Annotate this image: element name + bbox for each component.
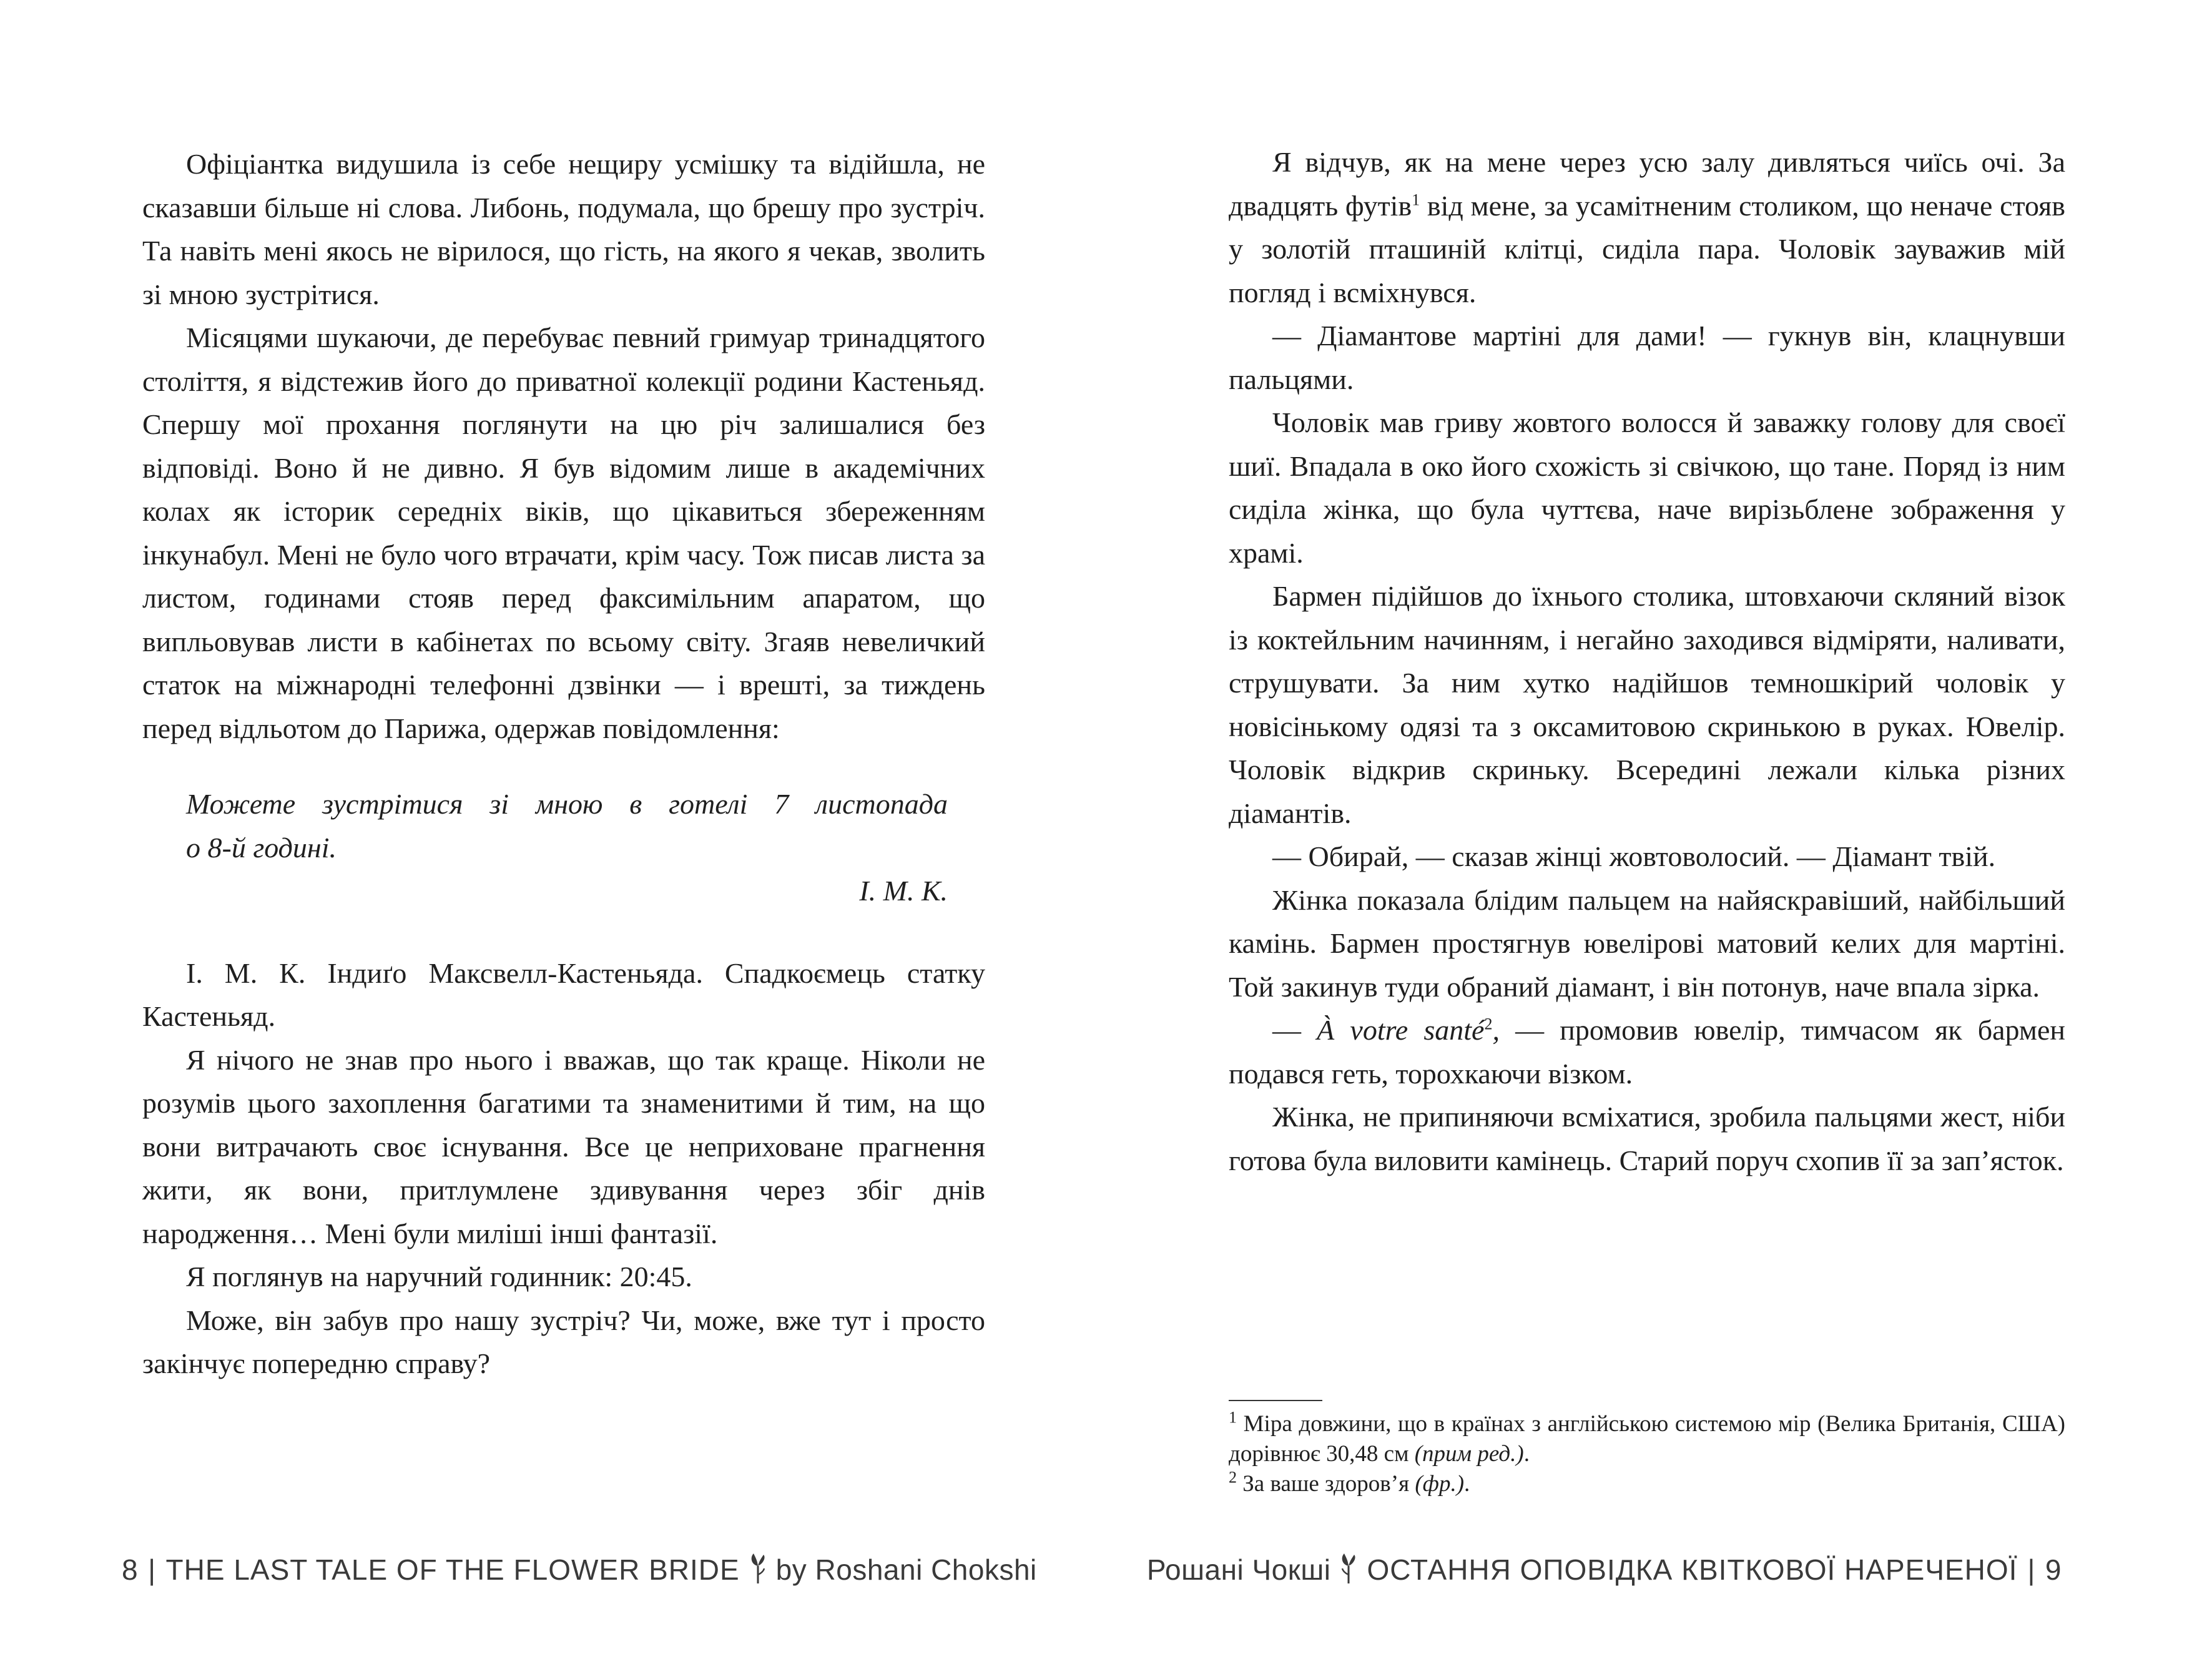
paragraph: — À votre santé$^2$, — промовив ювелір, тимчасом як бармен подався геть, торохкаючи візком.	[1229, 1014, 2065, 1090]
footnote: $^1$ Міра довжини, що в країнах з англійською системою мір (Велика Британія, США) дорівнює 30,48 см (прим ред.).	[1229, 1408, 2065, 1467]
paragraph: Я нічого не знав про нього і вважав, що так краще. Ніколи не розумів цього захоплення багатими та знаменитими й тим, на що вони витрачають своє існування. Все це неприховане прагнення жити, як вони, притлумлене здивування через збіг днів народження… Мені були миліші інші фантазії.	[142, 1043, 985, 1249]
author-name: by Roshani Chokshi	[775, 1553, 1037, 1586]
book-title: ОСТАННЯ ОПОВІДКА КВІТКОВОЇ НАРЕЧЕНОЇ	[1367, 1553, 2018, 1586]
flower-icon	[749, 1552, 767, 1592]
paragraph: Місяцями шукаючи, де перебуває певний гримуар тринадцятого століття, я відстежив його до приватної колекції родини Кастеньяд. Спершу мої прохання поглянути на цю річ залишалися без відповіді. Воно й не дивно. Я був відомим лише в академічних колах як історик середніх віків, що цікавиться збереженням інкунабул. Мені не було чого втрачати, крім часу. Тож писав листа за листом, годинами стояв перед факсимільним апаратом, що випльовував листи в кабінетах по всьому світу. Згаяв невеличкий статок на міжнародні телефонні дзвінки — і врешті, за тиждень перед відльотом до Парижа, одержав повідомлення:	[142, 322, 985, 744]
paragraph: Офіціантка видушила із себе нещиру усмішку та відійшла, не сказавши більше ні слова. Либонь, подумала, що брешу про зустріч. Та навіть мені якось не вірилося, що гість, на якого я чекав, зволить зі мною зустрітися.	[142, 148, 985, 310]
book-title: THE LAST TALE OF THE FLOWER BRIDE	[165, 1553, 740, 1586]
footnote-ref[interactable]: 2	[1484, 1015, 1493, 1033]
paragraph: Чоловік мав гриву жовтого волосся й заважку голову для своєї шиї. Впадала в око його схожість зі свічкою, що тане. Поряд із ним сиділа жінка, що була чуттєва, наче вирізьблене зображення у храмі.	[1229, 406, 2065, 569]
quote-line: Можете зустрітися зі мною в готелі 7 листопада	[186, 788, 948, 820]
footnotes	[1229, 1409, 2065, 1499]
right-page	[1106, 0, 2211, 1659]
flower-icon	[1339, 1552, 1358, 1592]
quote-line: о 8-й годині.	[186, 831, 337, 864]
footnote-divider	[1229, 1400, 1322, 1401]
footer-separator: |	[148, 1553, 156, 1586]
right-running-footer	[1147, 1552, 2062, 1592]
paragraph: Жінка показала блідим пальцем на найяскравіший, найбільший камінь. Бармен простягнув ювелірові матовий келих для мартіні. Той закинув туди обраний діамант, і він потонув, наче впала зірка.	[1229, 884, 2065, 1003]
letter-quote	[186, 782, 948, 913]
left-body	[142, 142, 985, 1386]
author-name: Рошані Чокші	[1146, 1553, 1331, 1586]
footnote-ref[interactable]: 1	[1412, 190, 1420, 209]
right-body	[1229, 140, 2065, 1182]
page-number: 9	[2045, 1553, 2062, 1586]
paragraph: Я поглянув на наручний годинник: 20:45.	[186, 1261, 692, 1292]
paragraph: Може, він забув про нашу зустріч? Чи, може, вже тут і просто закінчує попередню справу?	[142, 1304, 985, 1379]
page-number: 8	[122, 1553, 139, 1586]
foreign-phrase: À votre santé	[1317, 1014, 1485, 1046]
paragraph: Я відчув, як на мене через усю залу дивляться чиїсь очі. За двадцять футів$^1$ від мене, за усамітненим столиком, що неначе стояв у золотій пташиній клітці, сиділа пара. Чоловік зауважив мій погляд і всміхнувся.	[1229, 146, 2065, 308]
paragraph: Бармен підійшов до їхнього столика, штовхаючи скляний візок із коктейльним начинням, і негайно заходився відміряти, наливати, струшувати. За ним хутко надійшов темношкірий чоловік у новісінькому одязі та з оксамитовою скринькою в руках. Ювелір. Чоловік відкрив скриньку. Всередині лежали кілька різних діамантів.	[1229, 580, 2065, 829]
paragraph: — Обирай, — сказав жінці жовтоволосий. — Діамант твій.	[1272, 840, 1996, 872]
paragraph: Жінка, не припиняючи всміхатися, зробила пальцями жест, ніби готова була виловити камінець. Старий поруч схопив її за зап’ясток.	[1229, 1101, 2065, 1176]
paragraph: І. М. К. Індиґо Максвелл-Кастеньяда. Спадкоємець статку Кастеньяд.	[142, 957, 985, 1032]
footer-separator: |	[2027, 1553, 2035, 1586]
footnote: $^2$ За ваше здоров’я (фр.).	[1229, 1468, 1470, 1497]
quote-signature: І. М. К.	[859, 875, 948, 907]
paragraph: — Діамантове мартіні для дами! — гукнув він, клацнувши пальцями.	[1229, 320, 2065, 395]
left-running-footer	[122, 1552, 1037, 1592]
